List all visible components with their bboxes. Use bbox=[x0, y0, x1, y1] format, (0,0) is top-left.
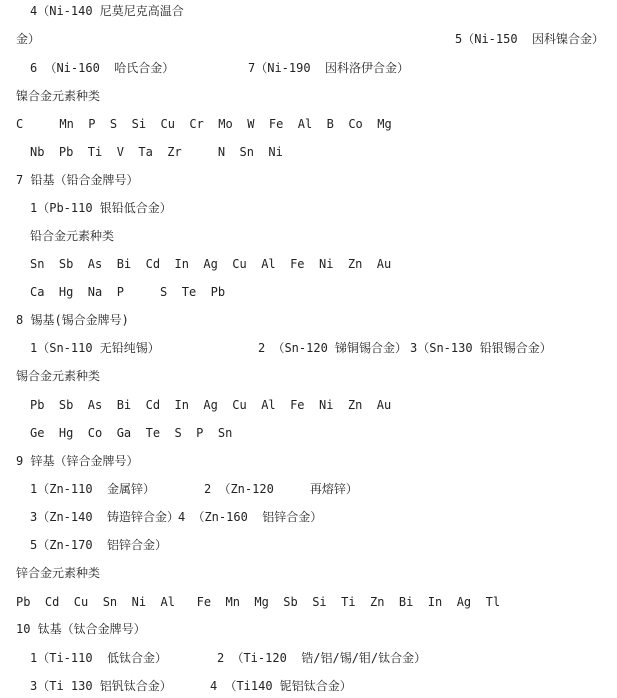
text-line: 10 钛基（钛合金牌号） bbox=[16, 622, 146, 636]
text-line: 3（Ti 130 铝钒钛合金） bbox=[30, 679, 172, 693]
text-line: 1（Pb-110 银铅低合金） bbox=[30, 201, 172, 215]
text-line: 金） bbox=[16, 32, 41, 46]
text-line: 锌合金元素种类 bbox=[16, 566, 101, 580]
text-line: 6 （Ni-160 哈氏合金） bbox=[30, 61, 175, 75]
text-line: 7 铅基（铅合金牌号） bbox=[16, 173, 139, 187]
text-line: 1（Ti-110 低钛合金） bbox=[30, 651, 168, 665]
text-line: 锡合金元素种类 bbox=[16, 369, 101, 383]
text-line: 4（Ni-140 尼莫尼克高温合 bbox=[30, 4, 184, 18]
text-line: 铅合金元素种类 bbox=[30, 229, 115, 243]
text-line: Ca Hg Na P S Te Pb bbox=[30, 285, 226, 299]
text-line: Nb Pb Ti V Ta Zr N Sn Ni bbox=[30, 145, 283, 159]
text-line: 3（Sn-130 铅银锡合金） bbox=[410, 341, 552, 355]
text-line: 1（Zn-110 金属锌） bbox=[30, 482, 156, 496]
text-line: 1（Sn-110 无铅纯锡） bbox=[30, 341, 160, 355]
text-line: 2 （Sn-120 锑铜锡合金） bbox=[258, 341, 408, 355]
text-line: 2 （Zn-120 再熔锌） bbox=[204, 482, 358, 496]
text-line: Pb Sb As Bi Cd In Ag Cu Al Fe Ni Zn Au bbox=[30, 398, 392, 412]
text-line: C Mn P S Si Cu Cr Mo W Fe Al B Co Mg bbox=[16, 117, 392, 131]
text-line: 5（Ni-150 因科镍合金） bbox=[455, 32, 605, 46]
text-line: 4 （Ti140 铌铝钛合金） bbox=[210, 679, 352, 693]
text-line: 2 （Ti-120 锆/铝/锡/钼/钛合金） bbox=[217, 651, 427, 665]
text-line: Sn Sb As Bi Cd In Ag Cu Al Fe Ni Zn Au bbox=[30, 257, 392, 271]
text-line: 9 锌基（锌合金牌号） bbox=[16, 454, 139, 468]
text-line: 8 锡基(锡合金牌号) bbox=[16, 313, 129, 327]
text-line: Pb Cd Cu Sn Ni Al Fe Mn Mg Sb Si Ti Zn Bi In Ag Tl bbox=[16, 595, 501, 609]
text-line: 镍合金元素种类 bbox=[16, 89, 101, 103]
text-line: 3（Zn-140 铸造锌合金） bbox=[30, 510, 180, 524]
text-line: 4 （Zn-160 铝锌合金） bbox=[178, 510, 323, 524]
text-line: 5（Zn-170 铝锌合金） bbox=[30, 538, 168, 552]
text-line: 7（Ni-190 因科洛伊合金） bbox=[248, 61, 410, 75]
text-line: Ge Hg Co Ga Te S P Sn bbox=[30, 426, 233, 440]
